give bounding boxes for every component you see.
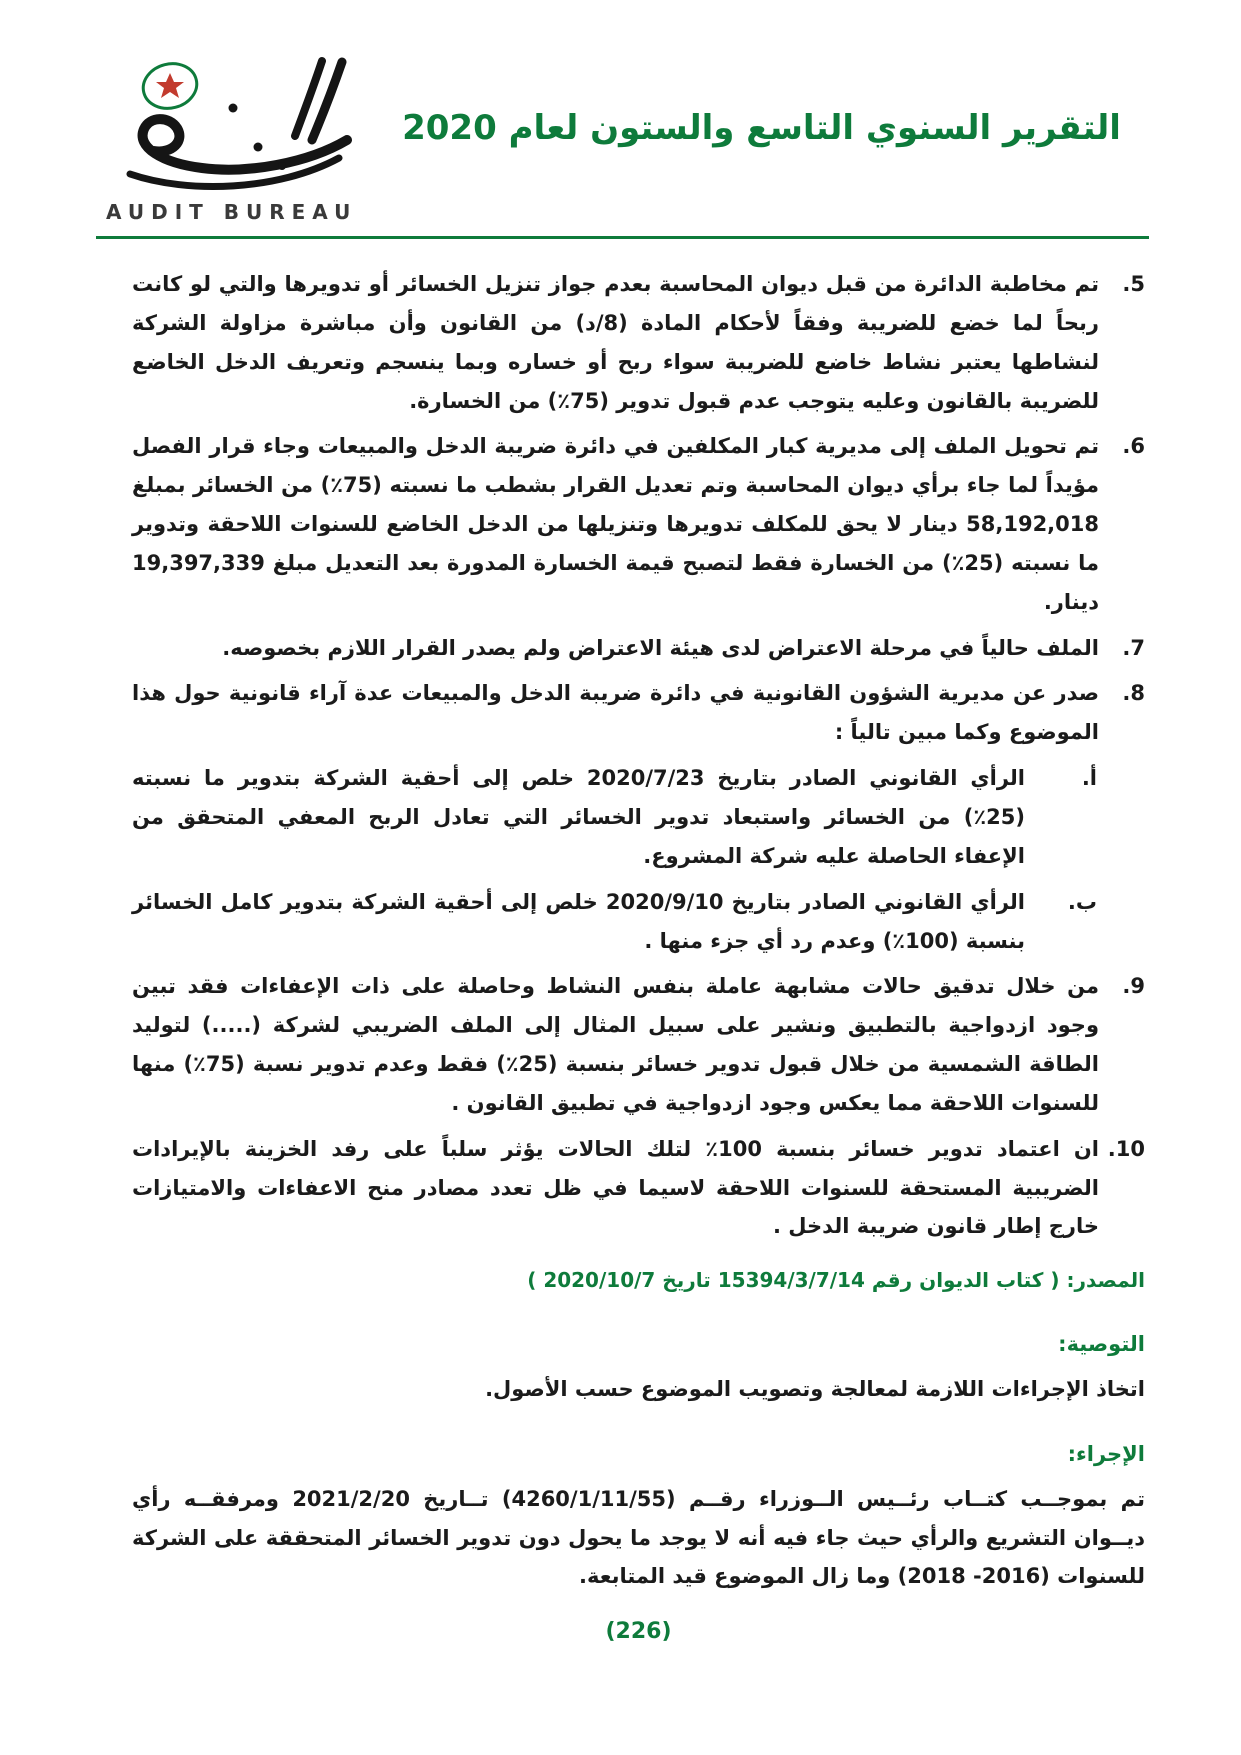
source-line: المصدر: ( كتاب الديوان رقم 15394/3/7/14 تاريخ 2020/10/7 ): [527, 1268, 1145, 1293]
page-header: [0, 0, 1241, 224]
procedure-label: الإجراء:: [1067, 1441, 1145, 1466]
item-number: 10.: [1107, 1136, 1145, 1161]
item-text: الرأي القانوني الصادر بتاريخ 2020/7/23 خلص إلى أحقية الشركة بتدوير ما نسبته (25٪) من الخسائر واستبعاد تدوير الخسائر التي تعادل الربح المعفي المتحقق من الإعفاء الحاصلة عليه شركة المشروع.: [132, 766, 1025, 868]
logo-calligraphy-icon: [106, 46, 356, 194]
item-number: أ.: [1081, 766, 1097, 791]
item-number: 6.: [1122, 434, 1145, 459]
procedure-text: تم بموجــب كتــاب رئــيس الــوزراء رقــم (4260/1/11/55) تــاريخ 2021/2/20 ومرفقــه رأي ديــوان التشريع والرأي حيث جاء فيه أنه لا يوجد ما يحول دون تدوير الخسائر المتحققة على الشركة للسنوات (2016- 2018) وما زال الموضوع قيد المتابعة.: [132, 1486, 1145, 1589]
recommendation-label: التوصية:: [1058, 1332, 1145, 1357]
item-number: ب.: [1067, 889, 1097, 914]
list-item-5: [132, 265, 1145, 420]
item-text: صدر عن مديرية الشؤون القانونية في دائرة ضريبة الدخل والمبيعات عدة آراء قانونية حول هذا الموضوع وكما مبين تالياً :: [132, 681, 1099, 745]
item-number: 8.: [1122, 681, 1145, 706]
recommendation-text: اتخاذ الإجراءات اللازمة لمعالجة وتصويب الموضوع حسب الأصول.: [485, 1377, 1145, 1402]
list-item-7: [132, 629, 1145, 668]
item-number: 5.: [1122, 272, 1145, 296]
logo-caption: AUDIT BUREAU: [106, 200, 358, 224]
item-text: تم تحويل الملف إلى مديرية كبار المكلفين في دائرة ضريبة الدخل والمبيعات وجاء قرار الفصل مؤيداً لما جاء برأي ديوان المحاسبة وتم تعديل القرار بشطب ما نسبته (75٪) من الخسائر بمبلغ 58,192,018 دينار لا يحق للمكلف تدويرها وتنزيلها من الدخل الخاضع للسنوات اللاحقة وتدوير ما نسبته (25٪) من الخسارة فقط لتصبح قيمة الخسارة المدورة بعد التعديل مبلغ 19,397,339 دينار.: [132, 434, 1100, 614]
item-text: الرأي القانوني الصادر بتاريخ 2020/9/10 خلص إلى أحقية الشركة بتدوير كامل الخسائر بنسبة (100٪) وعدم رد أي جزء منها .: [132, 889, 1025, 953]
item-text: من خلال تدقيق حالات مشابهة عاملة بنفس النشاط وحاصلة على ذات الإعفاءات فقد تبين وجود ازدواجية بالتطبيق ونشير على سبيل المثال إلى الملف الضريبي لشركة (.....) لتوليد الطاقة الشمسية من خلال قبول تدوير خسائر بنسبة (25٪) فقط وعدم تدوير نسبة (75٪) منها للسنوات اللاحقة مما يعكس وجود ازدواجية في تطبيق القانون .: [132, 974, 1100, 1115]
audit-bureau-logo: [106, 46, 374, 224]
item-number: 9.: [1122, 974, 1145, 999]
list-item-8: [132, 674, 1145, 752]
item-text: ان اعتماد تدوير خسائر بنسبة 100٪ لتلك الحالات يؤثر سلباً على رفد الخزينة بالإيرادات الضريبية المستحقة للسنوات اللاحقة لاسيما في ظل تعدد مصادر منح الاعفاءات والامتيازات خارج إطار قانون ضريبة الدخل .: [132, 1136, 1100, 1239]
list-item-10: [132, 1130, 1145, 1247]
sub-item-b: [132, 883, 1097, 961]
report-title: التقرير السنوي التاسع والستون لعام 2020: [402, 108, 1121, 148]
page-number: (226): [605, 1619, 672, 1645]
report-body: [0, 239, 1241, 1653]
sub-item-a: [132, 759, 1097, 876]
item-number: 7.: [1122, 635, 1145, 660]
title-area: [374, 46, 1149, 148]
list-item-6: [132, 427, 1145, 621]
item-text: تم مخاطبة الدائرة من قبل ديوان المحاسبة بعدم جواز تنزيل الخسائر أو تدويرها والتي لو كانت ربحاً لما خضع للضريبة وفقاً لأحكام المادة (8/د) من القانون وأن مباشرة مزاولة الشركة لنشاطها يعتبر نشاط خاضع للضريبة سواء ربح أو خساره وبما ينسجم وتعريف الدخل الخاضع للضريبة بالقانون وعليه يتوجب عدم قبول تدوير (75٪) من الخسارة.: [132, 272, 1099, 413]
list-item-9: [132, 967, 1145, 1122]
item-text: الملف حالياً في مرحلة الاعتراض لدى هيئة الاعتراض ولم يصدر القرار اللازم بخصوصه.: [222, 635, 1099, 660]
